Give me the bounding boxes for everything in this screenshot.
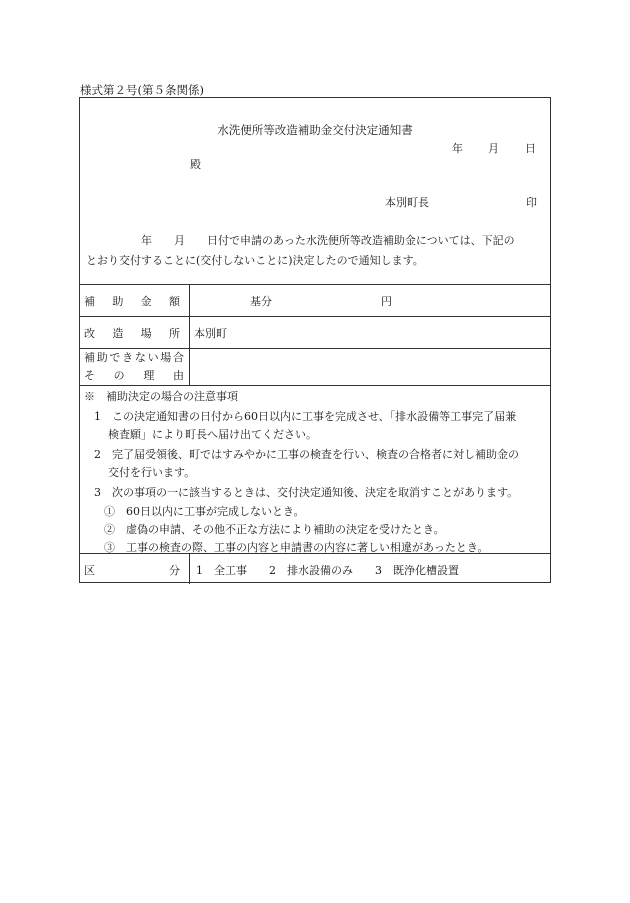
- date-month-label: 月: [488, 142, 499, 155]
- seal-mark: 印: [526, 196, 537, 209]
- divider: [80, 284, 550, 285]
- reason-label-line1: 補助できない場合: [84, 351, 184, 364]
- amount-label: 補助金額: [84, 295, 180, 308]
- column-divider: [189, 553, 190, 584]
- note-line: 3 次の事項の一に該当するときは、交付決定通知後、決定を取消すことがあります。: [94, 486, 519, 499]
- notes-heading: ※ 補助決定の場合の注意事項: [84, 390, 238, 403]
- amount-base-label: 基分: [250, 295, 272, 308]
- note-line: 2 完了届受領後、町ではすみやかに工事の検査を行い、検査の合格者に対し補助金の: [94, 448, 519, 461]
- reason-label-line2: その理由: [84, 369, 184, 382]
- notice-body: [86, 231, 548, 271]
- amount-unit-label: 円: [381, 295, 392, 308]
- note-line: ① 60日以内に工事が完成しないとき。: [104, 505, 305, 518]
- note-line: 交付を行います。: [108, 466, 196, 479]
- notice-body-line: とおり交付することに(交付しないことに)決定したので通知します。: [86, 254, 424, 267]
- category-label: 区分: [84, 564, 180, 577]
- category-options: 1 全工事 2 排水設備のみ 3 既浄化槽設置: [196, 564, 459, 577]
- divider: [80, 385, 550, 386]
- location-value: 本別町: [194, 327, 227, 340]
- note-line: ② 虚偽の申請、その他不正な方法により補助の決定を受けたとき。: [104, 523, 445, 536]
- form-number-label: 様式第２号(第５条関係): [80, 83, 204, 97]
- divider: [80, 316, 550, 317]
- issuer-name: 本別町長: [385, 196, 429, 209]
- note-line: ③ 工事の検査の際、工事の内容と申請書の内容に著しい相違があったとき。: [104, 541, 489, 554]
- notice-form: [79, 97, 551, 583]
- document-title: 水洗便所等改造補助金交付決定通知書: [217, 123, 413, 137]
- date-year-label: 年: [452, 142, 463, 155]
- location-label: 改造場所: [84, 327, 180, 340]
- notice-body-line: 年 月 日付で申請のあった水洗便所等改造補助金については、下記の: [86, 234, 515, 247]
- date-day-label: 日: [525, 142, 536, 155]
- column-divider: [189, 284, 190, 385]
- note-line: 1 この決定通知書の日付から60日以内に工事を完成させ、「排水設備等工事完了届兼: [94, 410, 517, 423]
- addressee-honorific: 殿: [190, 158, 201, 171]
- note-line: 検査願」により町長へ届け出てください。: [108, 428, 317, 441]
